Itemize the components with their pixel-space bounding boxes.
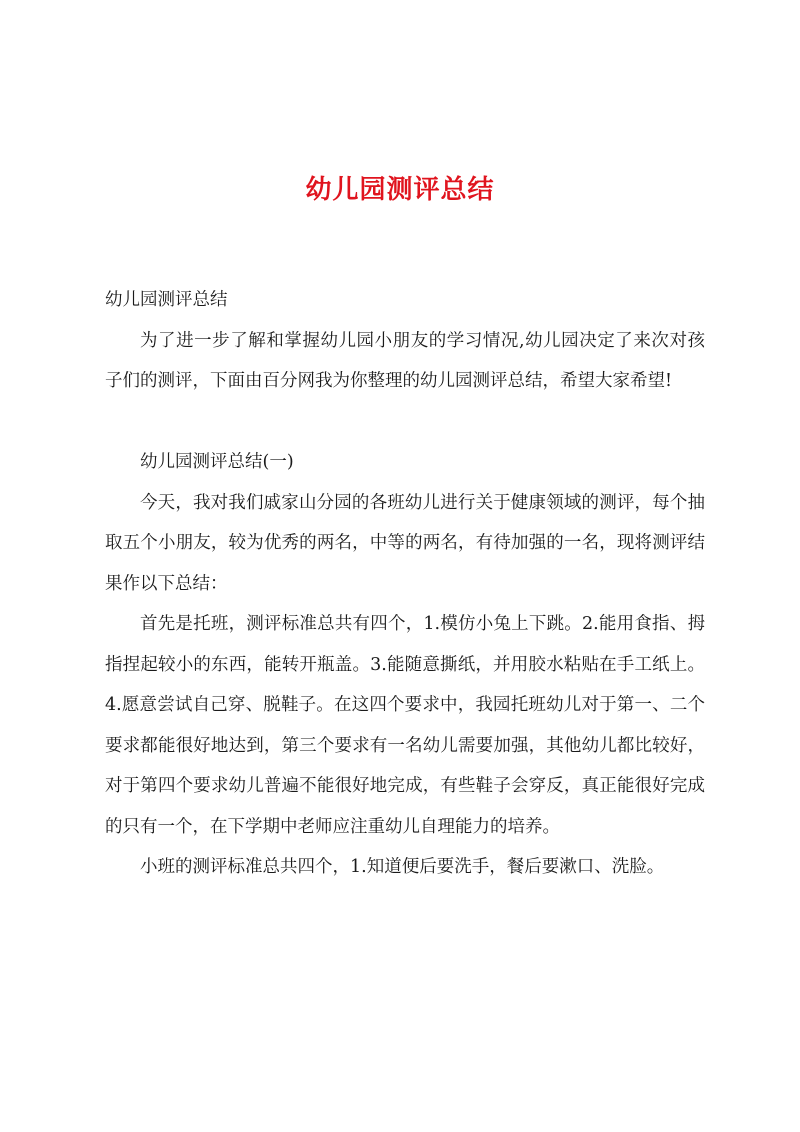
document-body — [105, 280, 705, 888]
section-heading: 幼儿园测评总结(一) — [140, 452, 294, 472]
document-title: 幼儿园测评总结 — [305, 175, 495, 205]
paragraph-1: 今天，我对我们戚家山分园的各班幼儿进行关于健康领域的测评，每个抽取五个小朋友，较为优秀的两名，中等的两名，有待加强的一名，现将测评结果作以下总结： — [105, 492, 705, 594]
intro-paragraph: 为了进一步了解和掌握幼儿园小朋友的学习情况,幼儿园决定了来次对孩子们的测评，下面由百分网我为你整理的幼儿园测评总结，希望大家希望! — [105, 330, 705, 391]
paragraph-2: 首先是托班，测评标准总共有四个，1.模仿小兔上下跳。2.能用食指、拇指捏起较小的东西，能转开瓶盖。3.能随意撕纸，并用胶水粘贴在手工纸上。4.愿意尝试自己穿、脱鞋子。在这四个要求中，我园托班幼儿对于第一、二个要求都能很好地达到，第三个要求有一名幼儿需要加强，其他幼儿都比较好，对于第四个要求幼儿普遍不能很好地完成，有些鞋子会穿反，真正能很好完成的只有一个，在下学期中老师应注重幼儿自理能力的培养。 — [105, 614, 705, 837]
document-subtitle: 幼儿园测评总结 — [105, 290, 228, 310]
paragraph-3: 小班的测评标准总共四个，1.知道便后要洗手，餐后要漱口、洗脸。 — [140, 857, 665, 877]
